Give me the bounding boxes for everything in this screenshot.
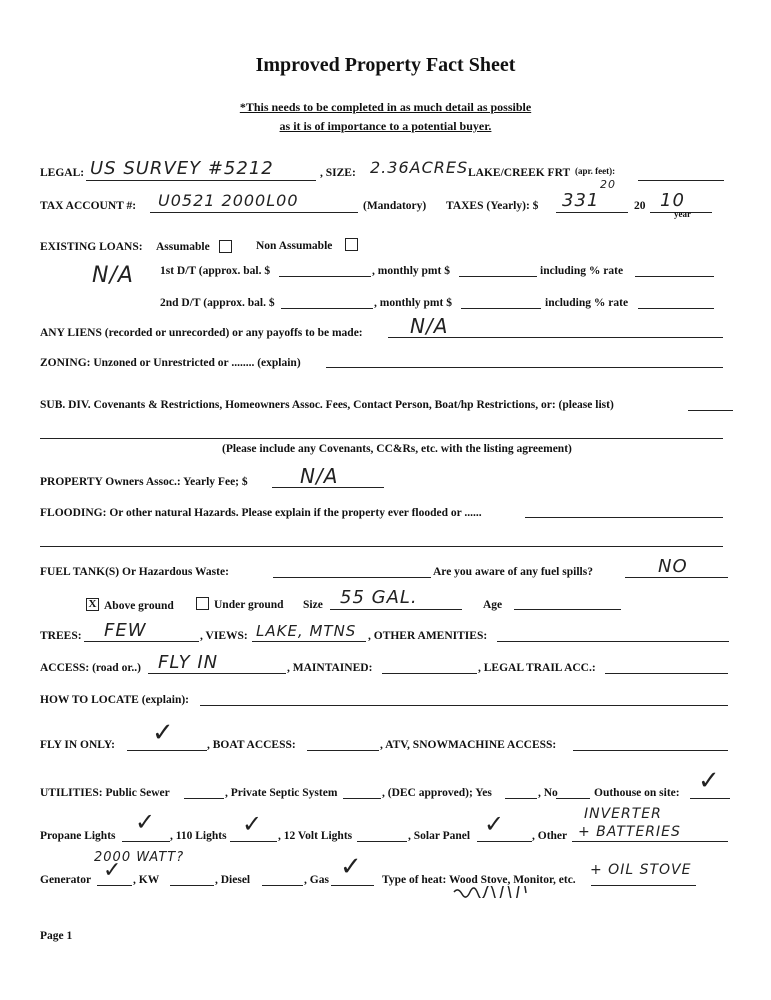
- taxes-label: TAXES (Yearly): $: [446, 200, 539, 212]
- size-label: , SIZE:: [320, 167, 356, 179]
- other-value-line-2[interactable]: + BATTERIES: [578, 824, 681, 840]
- other-value-line-1[interactable]: INVERTER: [584, 806, 662, 822]
- first-monthly-label: , monthly pmt $: [372, 265, 450, 277]
- year-caption: year: [674, 209, 691, 219]
- legal-value[interactable]: US SURVEY #5212: [90, 158, 274, 179]
- first-including-label: including % rate: [540, 265, 624, 277]
- legal-label: LEGAL:: [40, 167, 85, 179]
- fuel-spills-value[interactable]: NO: [658, 556, 688, 577]
- size-value[interactable]: 2.36ACRES: [370, 158, 469, 177]
- non-assumable-checkbox[interactable]: [345, 238, 358, 251]
- tax-account-value[interactable]: U0521 2000L00: [158, 191, 299, 210]
- second-including-label: including % rate: [545, 297, 629, 309]
- size-field-label: Size: [303, 599, 323, 611]
- owners-assoc-value[interactable]: N/A: [300, 464, 339, 488]
- access-value[interactable]: FLY IN: [158, 652, 219, 673]
- lights-110-label: , 110 Lights: [170, 830, 227, 842]
- second-monthly-label: , monthly pmt $: [374, 297, 452, 309]
- taxes-value[interactable]: 331: [562, 190, 600, 211]
- zoning-label: ZONING: Unzoned or Unrestricted or ........ (explain): [40, 357, 301, 369]
- outhouse-checkmark[interactable]: ✓: [698, 766, 721, 796]
- generator-checkmark[interactable]: ✓: [103, 858, 123, 883]
- views-label: , VIEWS:: [200, 630, 248, 642]
- type-of-heat-label: Type of heat: Wood Stove, Monitor, etc.: [382, 874, 576, 886]
- utilities-no-label: , No: [538, 787, 558, 799]
- legal-trail-label: , LEGAL TRAIL ACC.:: [478, 662, 596, 674]
- solar-panel-checkmark[interactable]: ✓: [484, 810, 506, 838]
- frt-label: LAKE/CREEK FRT: [468, 167, 571, 179]
- under-ground-label: Under ground: [214, 599, 284, 611]
- existing-loans-label: EXISTING LOANS:: [40, 241, 143, 253]
- fly-in-label: FLY IN ONLY:: [40, 739, 115, 751]
- owners-assoc-label: PROPERTY Owners Assoc.: Yearly Fee; $: [40, 476, 248, 488]
- flooding-label: FLOODING: Or other natural Hazards. Please explain if the property ever flooded or ......: [40, 507, 482, 519]
- loans-handwritten-na: N/A: [92, 263, 134, 288]
- lights-110-checkmark[interactable]: ✓: [242, 810, 264, 838]
- non-assumable-label: Non Assumable: [256, 240, 333, 252]
- age-label: Age: [483, 599, 503, 611]
- assumable-checkbox[interactable]: [219, 240, 232, 253]
- subdiv-label: SUB. DIV. Covenants & Restrictions, Homeowners Assoc. Fees, Contact Person, Boat/hp Restrictions, or: (please list): [40, 399, 614, 411]
- access-label: ACCESS: (road or..): [40, 662, 141, 674]
- year-prefix: 20: [634, 200, 646, 212]
- page-number: Page 1: [40, 930, 73, 942]
- frt-unit: (apr. feet):: [575, 166, 616, 176]
- assumable-label: Assumable: [156, 241, 210, 253]
- tax-account-label: TAX ACCOUNT #:: [40, 200, 137, 212]
- fuel-spills-label: Are you aware of any fuel spills?: [433, 566, 593, 578]
- second-dt-label: 2nd D/T (approx. bal. $: [160, 297, 275, 309]
- atv-access-label: , ATV, SNOWMACHINE ACCESS:: [380, 739, 557, 751]
- outhouse-label: Outhouse on site:: [594, 787, 680, 799]
- utilities-label: UTILITIES: Public Sewer: [40, 787, 170, 799]
- subdiv-note: (Please include any Covenants, CC&Rs, etc. with the listing agreement): [222, 443, 572, 455]
- how-to-locate-label: HOW TO LOCATE (explain):: [40, 694, 189, 706]
- year-value[interactable]: 10: [660, 190, 685, 211]
- under-ground-checkbox[interactable]: [196, 597, 209, 610]
- fly-in-checkmark[interactable]: ✓: [152, 718, 175, 748]
- other-label: , Other: [532, 830, 568, 842]
- trees-value[interactable]: FEW: [104, 620, 147, 641]
- mandatory-label: (Mandatory): [363, 200, 427, 212]
- lights-12v-label: , 12 Volt Lights: [278, 830, 353, 842]
- page-title: Improved Property Fact Sheet: [255, 54, 516, 76]
- kw-label: , KW: [133, 874, 160, 886]
- liens-label: ANY LIENS (recorded or unrecorded) or any payoffs to be made:: [40, 327, 363, 339]
- gas-label: , Gas: [304, 874, 329, 886]
- gas-checkmark[interactable]: ✓: [340, 852, 363, 882]
- septic-label: , Private Septic System: [225, 787, 338, 799]
- boat-access-label: , BOAT ACCESS:: [207, 739, 296, 751]
- type-of-heat-value[interactable]: + OIL STOVE: [590, 862, 692, 878]
- generator-label: Generator: [40, 874, 92, 886]
- above-ground-label: Above ground: [104, 600, 174, 612]
- propane-lights-label: Propane Lights: [40, 830, 116, 842]
- amenities-label: , OTHER AMENITIES:: [368, 630, 488, 642]
- trees-label: TREES:: [40, 630, 82, 642]
- taxes-cents: 20: [600, 178, 616, 191]
- tank-size-value[interactable]: 55 GAL.: [340, 587, 418, 608]
- fuel-tank-label: FUEL TANK(S) Or Hazardous Waste:: [40, 566, 229, 578]
- instruction-line-2: as it is of importance to a potential buyer.: [279, 119, 492, 133]
- above-ground-checkbox[interactable]: X: [86, 598, 99, 611]
- first-dt-label: 1st D/T (approx. bal. $: [160, 265, 271, 277]
- generator-note: 2000 WATT?: [94, 850, 185, 865]
- liens-value[interactable]: N/A: [410, 314, 449, 338]
- dec-approved-label: , (DEC approved); Yes: [382, 787, 492, 799]
- instruction-line-1: *This needs to be completed in as much detail as possible: [239, 100, 532, 114]
- maintained-label: , MAINTAINED:: [287, 662, 373, 674]
- solar-panel-label: , Solar Panel: [408, 830, 471, 842]
- propane-lights-checkmark[interactable]: ✓: [135, 808, 157, 836]
- diesel-label: , Diesel: [215, 874, 251, 886]
- heat-underline-scribble: [452, 886, 532, 898]
- views-value[interactable]: LAKE, MTNS: [256, 622, 357, 640]
